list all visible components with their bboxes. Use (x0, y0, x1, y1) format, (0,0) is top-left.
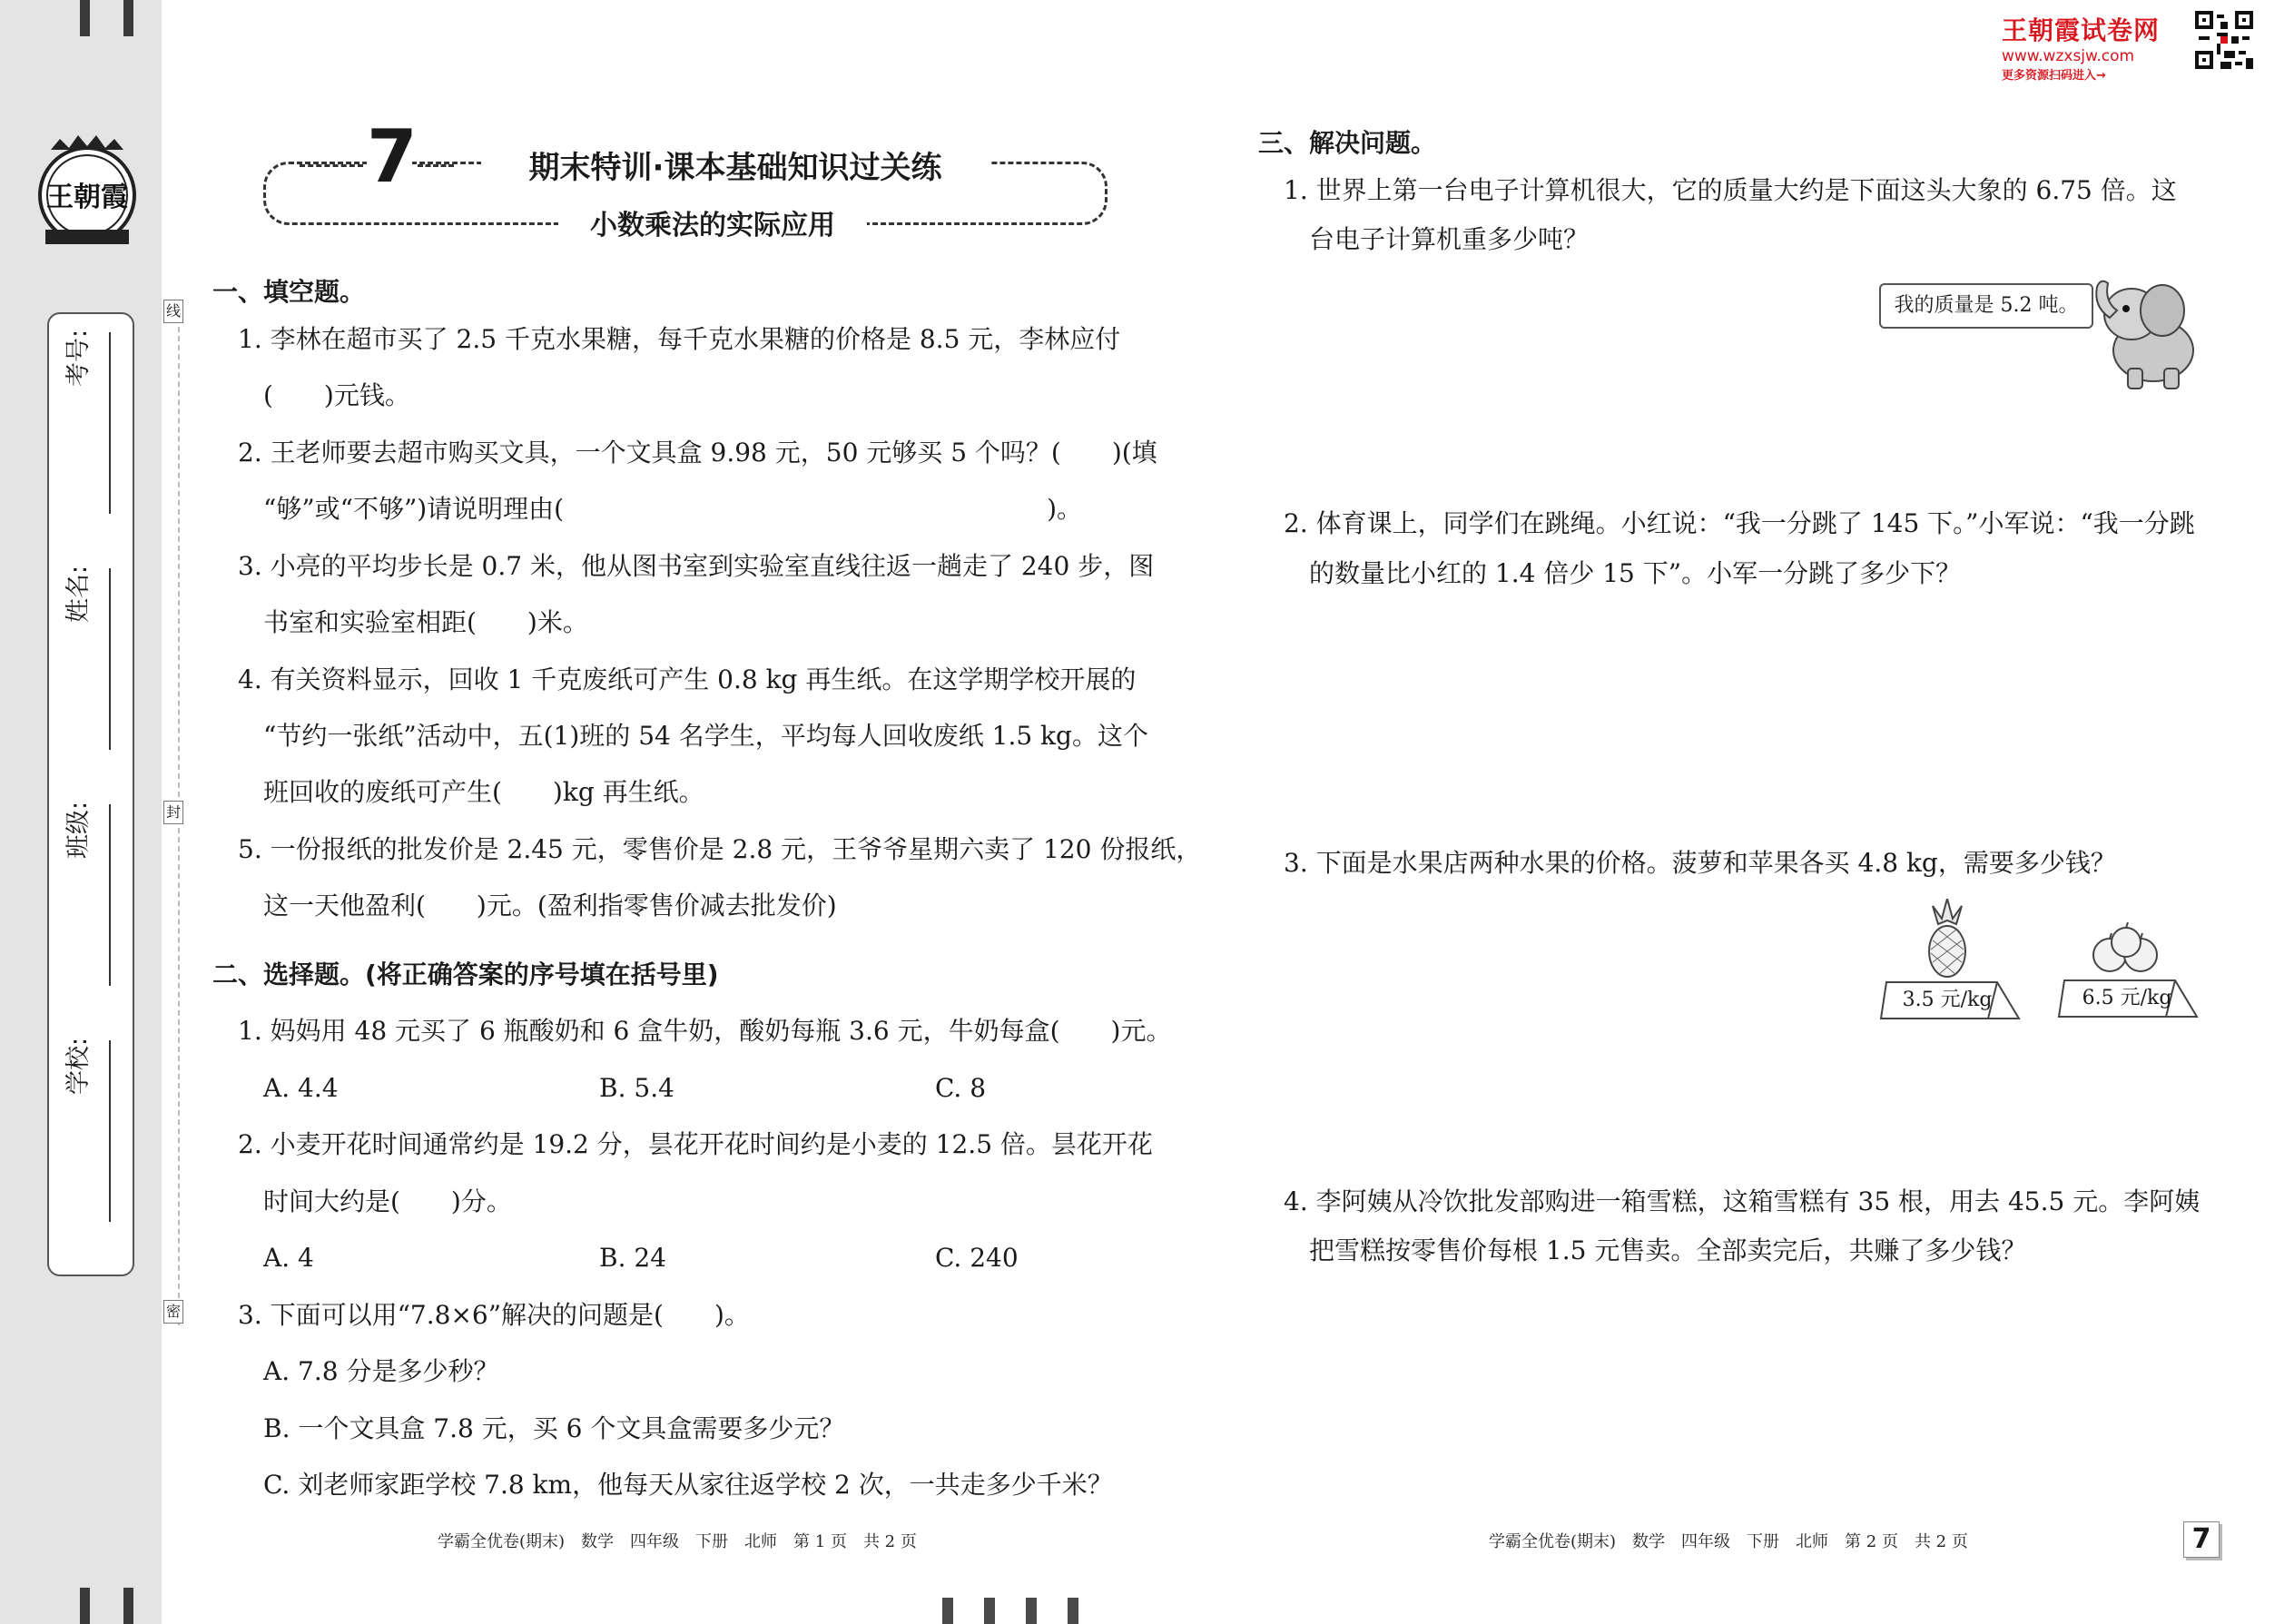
page-number: 7 (2183, 1521, 2220, 1558)
question-line: 5. 一份报纸的批发价是 2.45 元，零售价是 2.8 元，王爷爷星期六卖了 120 份报纸， (238, 834, 1202, 864)
question-line: 4. 有关资料显示，回收 1 千克废纸可产生 0.8 kg 再生纸。在这学期学校开展的 (238, 664, 1137, 694)
write-line (109, 568, 111, 750)
class-field[interactable] (58, 801, 127, 1013)
brand-url: www.wzxsjw.com (2002, 47, 2135, 65)
question-line: “节约一张纸”活动中，五(1)班的 54 名学生，平均每人回收废纸 1.5 kg。这个 (263, 721, 1148, 751)
question-line: 把雪糕按零售价每根 1.5 元售卖。全部卖完后，共赚了多少钱？ (1309, 1235, 2027, 1265)
class-label: 班级: (64, 801, 93, 859)
cut-mark-secret: 密 (163, 1300, 183, 1324)
elephant-icon (2088, 271, 2206, 390)
student-info-box (47, 312, 134, 1276)
price-tag-apple: 6.5 元/kg (2082, 987, 2172, 1009)
exam-number-label: 考号: (64, 329, 93, 387)
question-line[interactable]: “够”或“不够”)请说明理由( )。 (263, 494, 1083, 524)
registration-bar (1026, 1598, 1037, 1624)
question-line: 2. 体育课上，同学们在跳绳。小红说：“我一分跳了 145 下。”小军说：“我一分跳 (1284, 508, 2195, 538)
option-b[interactable]: B. 5.4 (599, 1073, 674, 1103)
question-line: 1. 李林在超市买了 2.5 千克水果糖，每千克水果糖的价格是 8.5 元，李林应付 (238, 324, 1121, 354)
question-line[interactable]: 这一天他盈利( )元。(盈利指零售价减去批发价) (263, 891, 837, 920)
exam-number-field[interactable] (58, 329, 127, 541)
section-heading-solve: 三、解决问题。 (1258, 128, 1437, 158)
question-line[interactable]: 3. 下面可以用“7.8×6”解决的问题是( )。 (238, 1300, 750, 1330)
question-line: 2. 小麦开花时间通常约是 19.2 分，昙花开花时间约是小麦的 12.5 倍。昙花开花 (238, 1129, 1153, 1159)
svg-text:王朝霞: 王朝霞 (46, 182, 128, 213)
option-b[interactable]: B. 一个文具盒 7.8 元，买 6 个文具盒需要多少元？ (263, 1413, 845, 1443)
option-c[interactable]: C. 8 (935, 1073, 987, 1103)
name-field[interactable] (58, 565, 127, 777)
option-c[interactable]: C. 240 (935, 1243, 1019, 1273)
school-field[interactable] (58, 1037, 127, 1249)
registration-bar (80, 1588, 90, 1624)
question-line[interactable]: ( )元钱。 (263, 380, 410, 410)
registration-bar (123, 1588, 133, 1624)
qr-code-icon[interactable] (2195, 11, 2253, 69)
registration-bar (1068, 1598, 1078, 1624)
registration-bar (80, 0, 90, 36)
write-line (109, 804, 111, 986)
question-line: 4. 李阿姨从冷饮批发部购进一箱雪糕，这箱雪糕有 35 根，用去 45.5 元。李阿姨 (1284, 1186, 2200, 1216)
brand-block[interactable] (2002, 11, 2192, 83)
page-title: 期末特训·课本基础知识过关练 (481, 145, 989, 191)
apples-icon (2090, 922, 2162, 975)
page-footer-left: 学霸全优卷(期末) 数学 四年级 下册 北师 第 1 页 共 2 页 (438, 1532, 917, 1551)
school-label: 学校: (64, 1037, 93, 1095)
registration-bar (942, 1598, 953, 1624)
name-label: 姓名: (64, 565, 93, 623)
section-heading-choice: 二、选择题。(将正确答案的序号填在括号里) (212, 960, 719, 989)
question-line: 台电子计算机重多少吨？ (1309, 224, 1590, 254)
speech-bubble: 我的质量是 5.2 吨。 (1879, 283, 2093, 329)
section-heading-fill-blank: 一、填空题。 (212, 277, 366, 307)
cut-mark-line: 线 (163, 300, 183, 323)
option-a[interactable]: A. 7.8 分是多少秒？ (263, 1356, 499, 1386)
question-line[interactable]: 班回收的废纸可产生( )kg 再生纸。 (263, 777, 704, 807)
question-line[interactable]: 时间大约是( )分。 (263, 1186, 512, 1216)
pineapple-icon (1920, 899, 1974, 979)
write-line (109, 1040, 111, 1222)
title-dash (418, 164, 454, 167)
brand-slogan: 更多资源扫码进入→ (2002, 69, 2106, 83)
question-line[interactable]: 2. 王老师要去超市购买文具，一个文具盒 9.98 元，50 元够买 5 个吗？( )(填 (238, 438, 1157, 468)
option-c[interactable]: C. 刘老师家距学校 7.8 km，他每天从家往返学校 2 次，一共走多少千米？ (263, 1470, 1113, 1500)
binding-strip (0, 0, 162, 1624)
title-dash (300, 164, 363, 167)
question-line: 3. 下面是水果店两种水果的价格。菠萝和苹果各买 4.8 kg，需要多少钱？ (1284, 848, 2116, 878)
publisher-logo (33, 132, 142, 250)
option-a[interactable]: A. 4.4 (263, 1073, 339, 1103)
page-subtitle: 小数乘法的实际应用 (558, 205, 867, 247)
question-line: 1. 世界上第一台电子计算机很大，它的质量大约是下面这头大象的 6.75 倍。这 (1284, 175, 2177, 205)
cut-mark-seal: 封 (163, 801, 183, 824)
registration-bar (984, 1598, 995, 1624)
question-line[interactable]: 1. 妈妈用 48 元买了 6 瓶酸奶和 6 盒牛奶，酸奶每瓶 3.6 元，牛奶每盒( )元。 (238, 1016, 1172, 1046)
question-line[interactable]: 书室和实验室相距( )米。 (263, 607, 588, 637)
unit-number: 7 (367, 114, 418, 199)
option-b[interactable]: B. 24 (599, 1243, 667, 1273)
write-line (109, 332, 111, 514)
question-line: 的数量比小红的 1.4 倍少 15 下”。小军一分跳了多少下？ (1309, 558, 1962, 588)
registration-bar (123, 0, 133, 36)
option-a[interactable]: A. 4 (263, 1243, 314, 1273)
page-footer-right: 学霸全优卷(期末) 数学 四年级 下册 北师 第 2 页 共 2 页 (1489, 1532, 1968, 1551)
question-line: 3. 小亮的平均步长是 0.7 米，他从图书室到实验室直线往返一趟走了 240 步，图 (238, 551, 1155, 581)
price-tag-pineapple: 3.5 元/kg (1902, 989, 1993, 1011)
brand-name: 王朝霞试卷网 (2002, 15, 2161, 45)
